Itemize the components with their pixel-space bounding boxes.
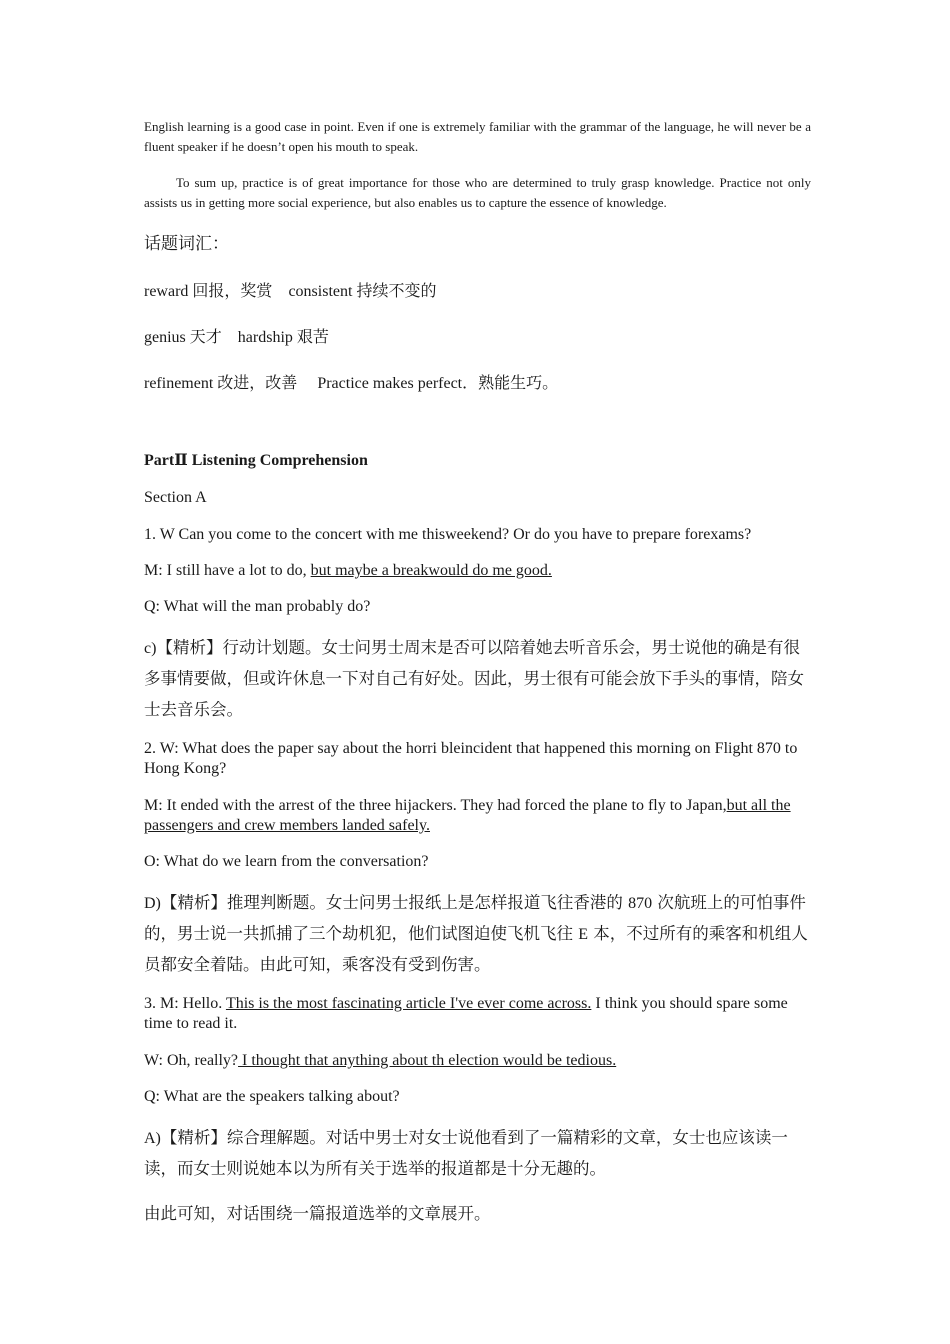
q1-man-text: M: I still have a lot to do, — [144, 562, 311, 579]
vocab-zh: 持续不变的 — [356, 281, 437, 300]
vocab-en: Practice makes perfect． — [317, 375, 479, 392]
vocab-zh: 熟能生巧。 — [478, 373, 559, 392]
essay-paragraph-1: English learning is a good case in point. Even if one is extremely familiar with the grammar of the language, he will never be a fluent speaker if he doesn’t open his mouth to speak. — [144, 119, 811, 154]
analysis-text: 本，不过所有的乘客和机组人员都安全着陆。由此可知，乘客没有受到伤害。 — [144, 924, 808, 974]
q3-woman-text: W: Oh, really? — [144, 1052, 239, 1069]
vocab-row-1 — [144, 279, 811, 304]
q3-man-underlined: This is the most fascinating article I've ever come across. — [225, 995, 592, 1012]
analysis-text: 次航班上的可怕事件的，男士说一共抓捕了三个劫机犯，他们试图迫使飞机飞往 — [144, 893, 806, 943]
q3-woman-underlined: I thought that anything about th election would be tedious. — [238, 1052, 617, 1069]
q2-man — [144, 796, 811, 836]
vocab-en: reward — [144, 283, 193, 300]
q3-conclusion — [144, 1199, 811, 1230]
answer-letter: D) — [144, 895, 161, 912]
flight-number: 870 — [628, 895, 653, 912]
answer-letter: c) — [144, 640, 157, 657]
part-title: PartⅡ Listening Comprehension — [144, 452, 368, 469]
vocab-zh: 改进，改善 — [217, 373, 298, 392]
analysis-text: 【精析】行动计划题。女士问男士周末是否可以陪着她去听音乐会，男士说他的确是有很多事情要做，但或许休息一下对自己有好处。因此，男士很有可能会放下手头的事情，陪女士去音乐会。 — [144, 638, 804, 719]
vocab-en: genius — [144, 329, 190, 346]
analysis-text: 【精析】推理判断题。女士问男士报纸上是怎样报道飞往香港的 — [160, 893, 629, 912]
q1-man-underlined: but maybe a breakwould do me good. — [310, 562, 552, 579]
q3-man — [144, 994, 811, 1034]
q2-man-text: M: It ended with the arrest of the three hijackers. They had forced the plane to fly to Japan, — [144, 797, 727, 814]
vocab-en: refinement — [144, 375, 218, 392]
q3-man-text-end: I think you should spare some time to read it. — [144, 995, 788, 1032]
section-title: Section A — [144, 489, 207, 506]
vocab-row-2 — [144, 325, 811, 350]
essay-paragraph-2: To sum up, practice is of great importance for those who are determined to truly grasp knowledge. Practice not only assists us in getting more social experience, but also enables us to capture the essence of knowledge. — [144, 175, 811, 210]
answer-letter: A) — [144, 1130, 161, 1147]
q3-question: Q: What are the speakers talking about? — [144, 1088, 400, 1105]
q3-woman — [144, 1051, 811, 1071]
vocab-zh: 回报，奖赏 — [192, 281, 273, 300]
q2-question: O: What do we learn from the conversation? — [144, 853, 429, 870]
q1-question: Q: What will the man probably do? — [144, 598, 371, 615]
vocab-heading: 话题词汇： — [144, 234, 229, 254]
vocab-zh: 艰苦 — [296, 327, 329, 346]
analysis-text: 【精析】综合理解题。对话中男士对女士说他看到了一篇精彩的文章，女士也应该读一读，而女士则说她本以为所有关于选举的报道都是十分无趣的。 — [144, 1128, 788, 1178]
q2-analysis — [144, 888, 811, 981]
q2-woman: 2. W: What does the paper say about the horri bleincident that happened this morning on Flight 870 to Hong Kong? — [144, 740, 798, 777]
analysis-letter-e: E — [578, 926, 589, 943]
q1-woman: 1. W Can you come to the concert with me thisweekend? Or do you have to prepare forexams? — [144, 526, 752, 543]
vocab-en: hardship — [237, 329, 297, 346]
conclusion-text: 由此可知，对话围绕一篇报道选举的文章展开。 — [144, 1204, 491, 1223]
vocab-zh: 天才 — [189, 327, 222, 346]
q3-analysis — [144, 1123, 811, 1185]
q3-man-text: 3. M: Hello. — [144, 995, 226, 1012]
q1-man — [144, 561, 811, 581]
q1-analysis — [144, 633, 811, 726]
vocab-row-3 — [144, 371, 811, 396]
q2-man-underlined: but all the passengers and crew members landed safely. — [144, 797, 791, 834]
vocab-en: consistent — [288, 283, 357, 300]
